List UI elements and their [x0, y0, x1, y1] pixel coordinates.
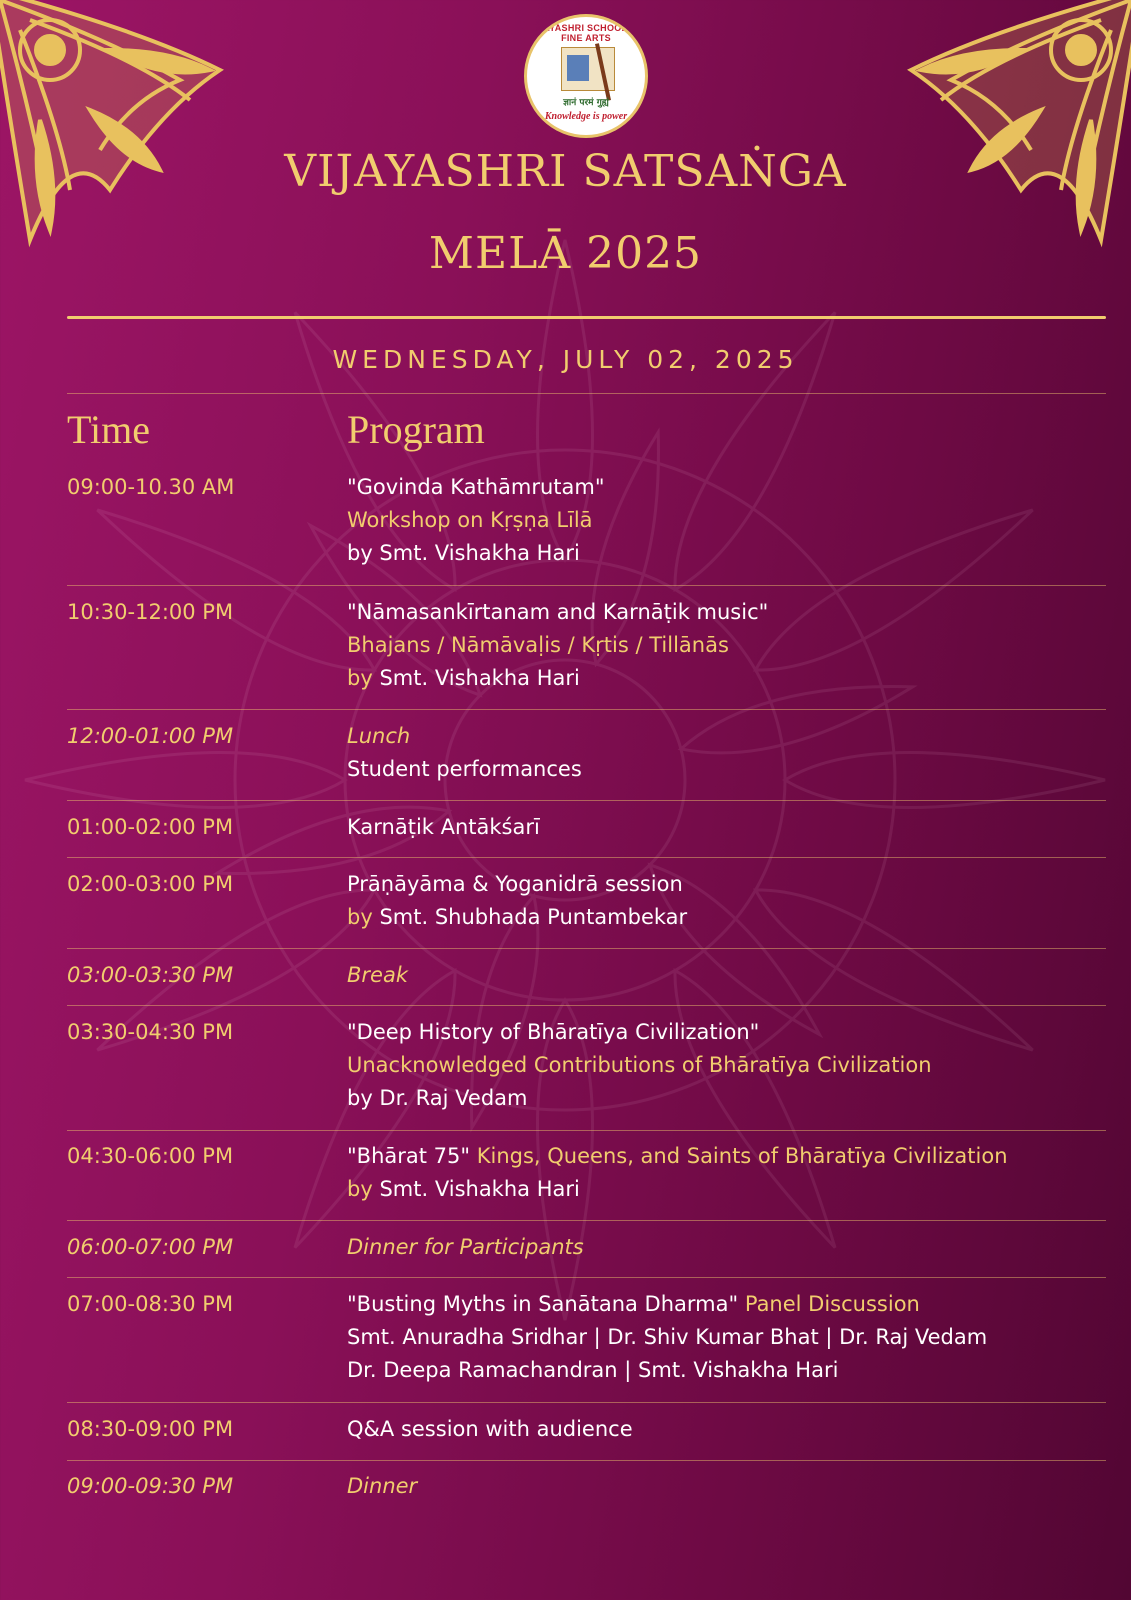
divider [67, 709, 1106, 710]
row-program [347, 1288, 1127, 1387]
row-program [347, 1413, 1127, 1446]
program-title: Dinner [347, 1474, 418, 1498]
program-title: Q&A session with audience [347, 1417, 633, 1441]
panelists-line-2: Dr. Deepa Ramachandran | Smt. Vishakha Hari [347, 1358, 839, 1382]
book-icon [567, 55, 589, 81]
divider [67, 857, 1106, 858]
divider [67, 585, 1106, 586]
row-time: 09:00-09:30 PM [67, 1474, 234, 1498]
program-by-prefix: by [347, 905, 373, 929]
program-subtitle: Student performances [347, 757, 582, 781]
row-program [347, 868, 1127, 934]
panelists-line-1: Smt. Anuradha Sridhar | Dr. Shiv Kumar Bhat | Dr. Raj Vedam [347, 1325, 988, 1349]
program-speaker: by Smt. Vishakha Hari [347, 541, 580, 565]
divider [67, 1220, 1106, 1221]
program-title: Karnāṭik Antākśarī [347, 815, 540, 839]
row-time: 04:30-06:00 PM [67, 1144, 234, 1168]
row-program [347, 596, 1127, 695]
row-program [347, 1470, 1127, 1503]
program-title: "Govinda Kathāmrutam" [347, 475, 605, 499]
program-title: Lunch [347, 724, 411, 748]
row-program [347, 811, 1127, 844]
program-title: Break [347, 963, 408, 987]
row-time: 12:00-01:00 PM [67, 724, 234, 748]
event-subtitle: MELĀ 2025 [428, 228, 703, 279]
row-time: 10:30-12:00 PM [67, 600, 234, 624]
logo-bottom-text: Knowledge is power [544, 111, 628, 122]
program-subtitle: Unacknowledged Contributions of Bhāratīya Civilization [347, 1053, 932, 1077]
corner-mandala-left-icon [0, 0, 250, 260]
program-speaker: by Dr. Raj Vedam [347, 1086, 528, 1110]
row-program [347, 471, 1127, 570]
program-speaker: Smt. Vishakha Hari [379, 666, 580, 690]
row-time: 02:00-03:00 PM [67, 872, 234, 896]
divider [67, 1402, 1106, 1403]
row-program [347, 959, 1127, 992]
logo-top-text: VIJAYASHRI SCHOOL OF FINE ARTS [528, 23, 644, 43]
title-divider [67, 316, 1106, 319]
row-program [347, 1140, 1127, 1206]
row-time: 07:00-08:30 PM [67, 1292, 234, 1316]
row-time: 09:00-10.30 AM [67, 475, 235, 499]
column-header-program: Program [347, 407, 485, 452]
program-speaker: Smt. Shubhada Puntambekar [379, 905, 688, 929]
program-title: "Deep History of Bhāratīya Civilization" [347, 1020, 760, 1044]
row-time: 03:30-04:30 PM [67, 1020, 234, 1044]
divider [67, 1277, 1106, 1278]
row-time: 01:00-02:00 PM [67, 815, 234, 839]
divider [67, 948, 1106, 949]
school-logo [524, 14, 648, 138]
row-time: 06:00-07:00 PM [67, 1235, 234, 1259]
row-program [347, 1016, 1127, 1115]
column-header-time: Time [67, 407, 151, 452]
program-subtitle: Panel Discussion [744, 1292, 920, 1316]
program-title: "Nāmasankīrtanam and Karnāṭik music" [347, 600, 769, 624]
program-title: Dinner for Participants [347, 1235, 584, 1259]
program-title: Prāṇāyāma & Yoganidrā session [347, 872, 683, 896]
program-subtitle: Kings, Queens, and Saints of Bhāratīya Civilization [476, 1144, 1008, 1168]
program-by-prefix: by [347, 1177, 373, 1201]
event-date: WEDNESDAY, JULY 02, 2025 [332, 345, 799, 374]
divider [67, 1005, 1106, 1006]
row-time: 03:00-03:30 PM [67, 963, 234, 987]
row-program [347, 1231, 1127, 1264]
program-subtitle: Bhajans / Nāmāvaḷis / Kṛtis / Tillānās [347, 633, 729, 657]
divider [67, 800, 1106, 801]
program-subtitle: Workshop on Kṛṣṇa Līlā [347, 508, 593, 532]
corner-mandala-right-icon [881, 0, 1131, 260]
divider [67, 393, 1106, 394]
program-by-prefix: by [347, 666, 373, 690]
event-title: VIJAYASHRI SATSAṄGA [284, 146, 847, 197]
program-speaker: Smt. Vishakha Hari [379, 1177, 580, 1201]
program-title: "Busting Myths in Sanātana Dharma" [347, 1292, 739, 1316]
divider [67, 1460, 1106, 1461]
program-title: "Bhārat 75" [347, 1144, 471, 1168]
row-program [347, 720, 1127, 786]
divider [67, 1130, 1106, 1131]
row-time: 08:30-09:00 PM [67, 1417, 234, 1441]
logo-hindi-text: ज्ञानं परमं गुह्यं [563, 98, 609, 108]
